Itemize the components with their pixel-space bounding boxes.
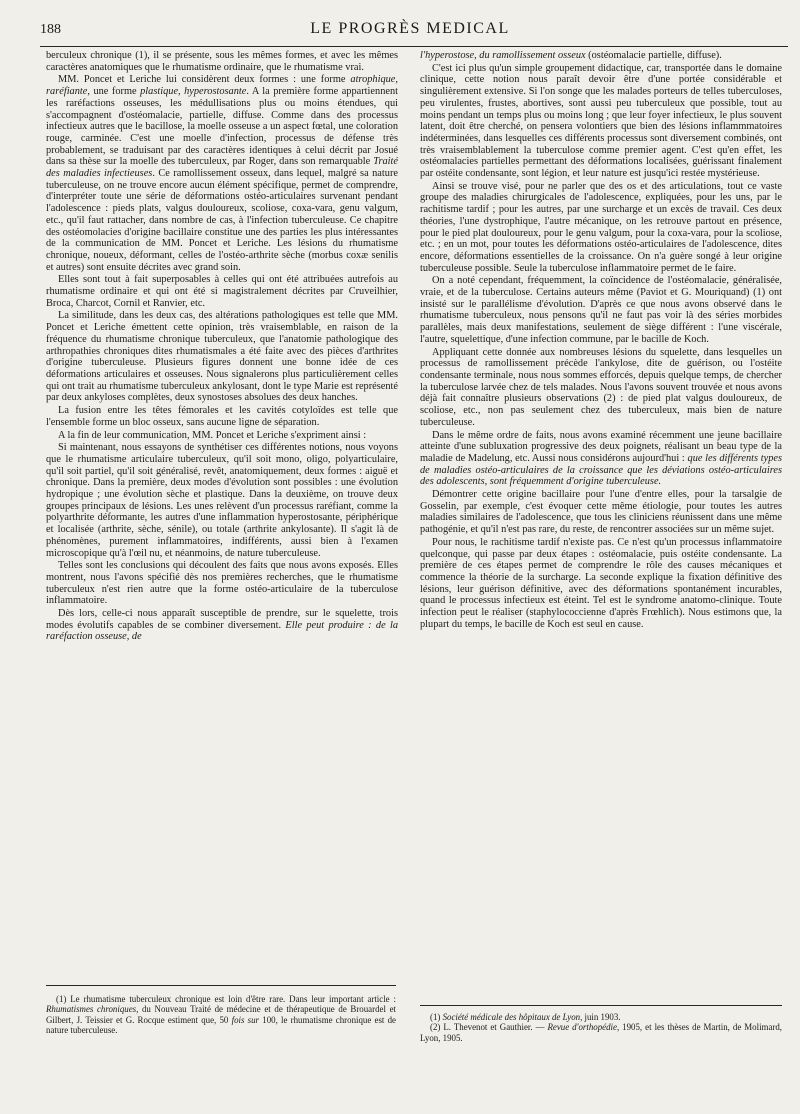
paragraph: Pour nous, le rachitisme tardif n'existe pas. Ce n'est qu'un processus inflammatoire quelconque, qui passe par deux étapes : ostéomalacie, puis ostéite condensante. La première de ces étapes permet de comprendre le rôle des causes mécaniques et commence la théorie de la surcharge. La seconde explique la fixation définitive des lésions, leur guérison définitive, avec des déformations spontanément incurables, quand le processus infectieux est éteint. Tel est le syndrome anatomo-clinique. Toute infection peut le réaliser (staphylococcienne d'après Frœhlich). Nous estimons que, la plupart du temps, le bacille de Koch est seul en cause. [420,536,782,630]
page-number: 188 [40,22,61,37]
left-column [46,50,398,644]
quoted-paragraph: Si maintenant, nous essayons de synthétiser ces différentes notions, nous voyons que le rhumatisme articulaire tuberculeux, qu'il soit mono, oligo, polyarticulaire, qu'il soit partiel, qu'il soit généralisé, revêt, anatomiquement, deux formes : aiguë et chronique. Dans la première, deux modes d'évolution sont possibles : une évolution hydropique ; une évolution sèche et plastique. Dans la deuxième, on trouve deux groupes principaux de lésions. Les unes relèvent d'un processus raréfiant, comme la polyarthrite déformante, les autres d'une inflammation hyperostosante, périphérique et localisée (arthrite, sèche, sénile), ou totale (arthrite ankylosante). Il s'agit là de phénomènes, purement inflammatoires, indifférents, aussi bien à l'examen microscopique qu'à l'œil nu, et néanmoins, de nature tuberculeuse. [46,442,398,559]
paragraph: La fusion entre les têtes fémorales et les cavités cotyloïdes est telle que l'ensemble forme un bloc osseux, sans aucune ligne de séparation. [46,405,398,428]
right-column [420,50,782,631]
paragraph: Dans le même ordre de faits, nous avons examiné récemment une jeune bacillaire atteinte d'une subluxation progressive des deux poignets, réalisant un beau type de la maladie de Madelung, etc. Aussi nous considérons aujourd'hui : que les différents types de maladies ostéo-articulaires de la croissance que les déviations ostéo-articulaires des adolescents, sont fréquemment d'origine tuberculeuse. [420,429,782,488]
paragraph: MM. Poncet et Leriche lui considèrent deux formes : une forme atrophique, raréfiante, une forme plastique, hyperostosante. A la première forme appartiennent les raréfactions osseuses, les médullisations plus ou moins étendues, qui s'accompagnent d'ostéomalacie, partielle, diffuse. Comme dans des processus infectieux autres que le bacillose, la moelle osseuse a un aspect fœtal, une coloration rouge, carminée. C'est une moelle d'infection, processus de défense très probablement, se traduisant par des caractères identiques à celui décrit par Josué dans sa thèse sur la moelle des tuberculeux, par Roger, dans son remarquable Traité des maladies infectieuses. Ce ramollissement osseux, dans lequel, malgré sa nature tuberculeuse, on ne trouve encore aucun élément spécifique, permet de comprendre, d'interpréter toute une série de déformations ostéo-articulaires survenant pendant l'adolescence : pieds plats, valgus douloureux, scoliose, coxa-vara, genu valgum, etc., qu'il faut rattacher, dans nombre de cas, à l'infection tuberculeuse. Ce chapitre des ostéomolacies d'origine bacillaire constitue une des parties les plus intéressantes de la communication de MM. Poncet et Leriche. Les lésions du rhumatisme chronique, noueux, déformant, celles de l'ostéo-arthrite sèche (morbus coxæ senilis et autres) sont ensuite décrites avec grand soin. [46,74,398,273]
paragraph: C'est ici plus qu'un simple groupement didactique, car, transportée dans le domaine clinique, cette notion nous paraît devoir être d'une portée considérable et singulièrement extensive. Si l'on songe que les malades porteurs de telles tuberculoses, peu virulentes, frustes, abortives, sont aussi peu tuberculeux que possible, tout au moins pendant un temps plus ou moins long ; que leur foyer infectieux, le plus souvent latent, doit être cherché, on pensera volontiers que bien des lésions inflammmatoires indéterminées, dans lesquelles ces différents processus sont diversement combinés, ont très vraisemblablement la tuberculose comme premier agent. C'est qu'en effet, les ostéomalacies partielles permettant des déformations localisées, guérissant finalement par ostéite condensante, sont légion, et leur nature est jusqu'ici restée mystérieuse. [420,62,782,180]
footnotes-right [420,1005,782,1043]
quoted-paragraph: Dès lors, celle-ci nous apparaît susceptible de prendre, sur le squelette, trois modes évolutifs capables de se combiner diversement. Elle peut produire : de la raréfaction osseuse, de [46,608,398,643]
paragraph: berculeux chronique (1), il se présente, sous les mêmes formes, et avec les mêmes caractères anatomiques que le rhumatisme ordinaire, que le rhumatisme vrai. [46,50,398,73]
running-title: LE PROGRÈS MEDICAL [310,20,510,37]
page-header [40,18,780,42]
paragraph: Ainsi se trouve visé, pour ne parler que des os et des articulations, tout ce vaste groupe des maladies chirurgicales de l'adolescence, expliquées, pour les uns, par le rachitisme tardif ; pour les autres, par une surcharge et un excès de travail. Ces deux théories, l'une dystrophique, l'autre mécanique, on les retrouve partout en présence, pour le pied plat douloureux, pour le genu valgum, pour la coxa-vara, pour la scoliose, etc. ; en un mot, pour toutes les déformations ostéo-articulaires de l'adolescence, dites encore, déformations essentielles de la croissance. On n'a guère songé à leur origine tuberculeuse possible. Seule la tuberculose inflammatoire permet de le faire. [420,180,782,274]
paragraph: Elles sont tout à fait superposables à celles qui ont été attribuées autrefois au rhumatisme ordinaire et qui ont été si magistralement décrites par Cruveilhier, Broca, Charcot, Cornil et Ranvier, etc. [46,274,398,309]
footnote: (1) Le rhumatisme tuberculeux chronique est loin d'être rare. Dans leur important article : Rhumatismes chroniques, du Nouveau Traité de médecine et de thérapeutique de Brouardel et Gilbert, J. Teissier et G. Rocque estiment que, 50 fois sur 100, le rhumatisme chronique est de nature tuberculeuse. [46,994,396,1036]
header-rule [40,46,788,47]
paragraph: A la fin de leur communication, MM. Poncet et Leriche s'expriment ainsi : [58,429,367,441]
paragraph: La similitude, dans les deux cas, des altérations pathologiques est telle que MM. Poncet et Leriche émettent cette opinion, très vraisemblable, en raison de la fréquence du rhumatisme chronique tuberculeux, que l'anatomie pathologique des arthropathies chroniques dites rhumatismales a été faite avec des pièces d'arthrites d'origine tuberculeuse. Plusieurs figures donnent une bonne idée de ces déformations articulaires et osseuses. Nous signalerons plus particulièrement celles qui ont trait au rhumatisme tuberculeux ankylosant, dont le type Marie est représenté par deux ankyloses complètes, deux synostoses absolues des deux hanches. [46,310,398,404]
footnotes-left [46,985,396,1036]
paragraph: l'hyperostose, du ramollissement osseux (ostéomalacie partielle, diffuse). [420,50,722,61]
paragraph: Appliquant cette donnée aux nombreuses lésions du squelette, dans lesquelles un processus de ramollissement précède l'ankylose, dite de guérison, ou l'ostéite condensante terminale, nous nous sommes efforcés, depuis quelque temps, de chercher la tuberculose larvée chez de tels malades. Nous l'avons souvent trouvée et nous avons déjà fait connaître plusieurs observations (2) : de pied plat valgus douloureux, de scoliose, etc., non pas seulement chez des tuberculeux, mais bien de nature tuberculeuse. [420,346,782,428]
footnote: (2) L. Thevenot et Gauthier. — Revue d'orthopédie, 1905, et les thèses de Martin, de Molimard, Lyon, 1905. [420,1022,783,1043]
paragraph: Démontrer cette origine bacillaire pour l'une d'entre elles, pour la tarsalgie de Gosselin, par exemple, c'est évoquer cette même étiologie, pour toutes les autres maladies similaires de l'adolescence, que tous les cliniciens réunissent dans une même pathogénie, et qu'il n'est pas rare, du reste, de rencontrer associées sur un même sujet. [420,489,782,536]
paragraph: On a noté cependant, fréquemment, la coïncidence de l'ostéomalacie, généralisée, vraie, et de la tuberculose. Certains auteurs même (Paviot et G. Mouriquand) (1) ont insisté sur le parallélisme d'évolution. D'après ce que nous avons observé dans le rhumatisme tuberculeux, nous pensons qu'il ne faut pas voir là des séries morbides parallèles, mais deux manifestations, seulement de siège différent : l'une viscérale, l'autre, squelettique, d'une infection commune, par le bacille de Koch. [420,275,782,345]
footnote: (1) Société médicale des hôpitaux de Lyon, juin 1903. [430,1012,621,1022]
quoted-paragraph: Telles sont les conclusions qui découlent des faits que nous avons exposés. Elles montrent, nous l'avons spécifié dès nos premières recherches, que le rhumatisme tuberculeux n'est rien autre que la forme ostéo-articulaire de la tuberculose inflammatoire. [46,560,398,607]
